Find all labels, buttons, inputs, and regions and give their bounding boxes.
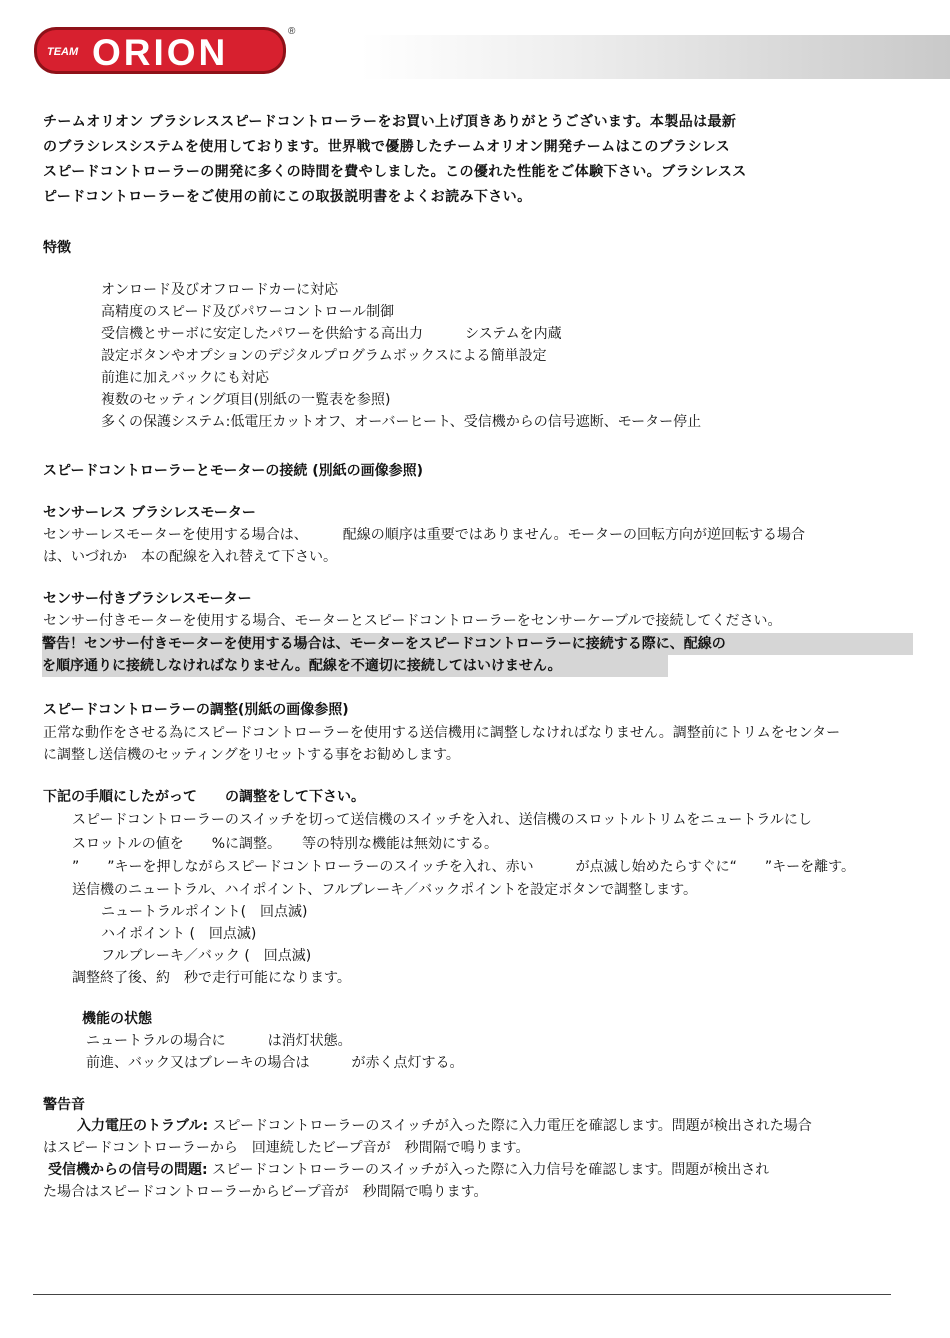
feature-item: 高精度のスピード及びパワーコントロール制御 bbox=[101, 304, 395, 320]
warning-text-1: 警告！センサー付きモーターを使用する場合は、モーターをスピードコントローラーに接続する際に、配線の bbox=[42, 633, 913, 655]
feature-item: 多くの保護システム:低電圧カットオフ、オーバーヒート、受信機からの信号遮断、モーター停止 bbox=[101, 414, 702, 430]
voltage-problem-text-1: スピードコントローラーのスイッチが入った際に入力電圧を確認します。問題が検出された場合 bbox=[212, 1118, 812, 1134]
procedure-step-1a: スピードコントローラーのスイッチを切って送信機のスイッチを入れ、送信機のスロットルトリムをニュートラルにし bbox=[72, 812, 812, 828]
function-state-heading: 機能の状態 bbox=[82, 1011, 152, 1027]
adjustment-heading: スピードコントローラーの調整(別紙の画像参照) bbox=[43, 702, 349, 718]
feature-item: 前進に加えバックにも対応 bbox=[101, 370, 269, 386]
logo-orion-text: ORION bbox=[92, 32, 229, 73]
sensorless-text-1: センサーレスモーターを使用する場合は、 配線の順序は重要ではありません。モーターの回転方向が逆回転する場合 bbox=[43, 527, 806, 543]
function-state-text-2: 前進、バック又はブレーキの場合は が赤く点灯する。 bbox=[86, 1055, 464, 1071]
warning-text-2: を順序通りに接続しなければなりません。配線を不適切に接続してはいけません。 bbox=[42, 655, 668, 677]
feature-item: 受信機とサーボに安定したパワーを供給する高出力 システムを内蔵 bbox=[101, 326, 562, 342]
sensorless-text-2: は、いづれか 本の配線を入れ替えて下さい。 bbox=[43, 549, 337, 565]
adjustment-text-2: に調整し送信機のセッティングをリセットする事をお勧めします。 bbox=[43, 747, 460, 763]
feature-item: オンロード及びオフロードカーに対応 bbox=[101, 282, 339, 298]
signal-problem-text-1: スピードコントローラーのスイッチが入った際に入力信号を確認します。問題が検出され bbox=[212, 1162, 770, 1178]
header-gradient-bar bbox=[360, 35, 950, 79]
procedure-step-4: 調整終了後、約 秒で走行可能になります。 bbox=[72, 970, 351, 986]
procedure-step-2: ” ”キーを押しながらスピードコントローラーのスイッチを入れ、赤い が点滅し始めたらすぐに“ ”キーを離す。 bbox=[72, 859, 856, 875]
procedure-step-1b: スロットルの値を %に調整。 等の特別な機能は無効にする。 bbox=[72, 836, 499, 852]
signal-problem-label: 受信機からの信号の問題: bbox=[48, 1162, 208, 1178]
logo-team-text: TEAM bbox=[47, 46, 79, 58]
connection-heading: スピードコントローラーとモーターの接続 (別紙の画像参照) bbox=[43, 463, 423, 479]
voltage-problem-text-2: はスピードコントローラーから 回連続したビープ音が 秒間隔で鳴ります。 bbox=[43, 1140, 530, 1156]
sensorless-heading: センサーレス ブラシレスモーター bbox=[43, 505, 256, 521]
team-orion-logo bbox=[32, 22, 302, 80]
features-heading: 特徴 bbox=[43, 240, 71, 256]
procedure-heading: 下記の手順にしたがって の調整をして下さい。 bbox=[43, 789, 365, 805]
sensored-heading: センサー付きブラシレスモーター bbox=[43, 591, 252, 607]
voltage-problem-label: 入力電圧のトラブル: bbox=[77, 1118, 209, 1134]
footer-rule bbox=[33, 1294, 891, 1295]
warning-sound-heading: 警告音 bbox=[43, 1097, 85, 1113]
feature-item: 複数のセッティング項目(別紙の一覧表を参照) bbox=[101, 392, 391, 408]
intro-line-1: チームオリオン ブラシレススピードコントローラーをお買い上げ頂きありがとうございます。本製品は最新 bbox=[43, 114, 737, 130]
intro-line-3: スピードコントローラーの開発に多くの時間を費やしました。この優れた性能をご体験下さい。ブラシレスス bbox=[43, 164, 747, 180]
procedure-sub-3: フルブレーキ／バック ( 回点滅) bbox=[101, 948, 312, 964]
feature-item: 設定ボタンやオプションのデジタルプログラムボックスによる簡単設定 bbox=[101, 348, 547, 364]
voltage-problem-line-1 bbox=[43, 1116, 812, 1136]
procedure-sub-2: ハイポイント ( 回点滅) bbox=[101, 926, 257, 942]
intro-line-4: ピードコントローラーをご使用の前にこの取扱説明書をよくお読み下さい。 bbox=[43, 189, 532, 205]
logo-registered-mark: ® bbox=[288, 26, 296, 37]
intro-line-2: のブラシレスシステムを使用しております。世界戦で優勝したチームオリオン開発チームはこのブラシレス bbox=[43, 139, 730, 155]
signal-problem-line-1 bbox=[43, 1160, 769, 1180]
procedure-step-3: 送信機のニュートラル、ハイポイント、フルブレーキ／バックポイントを設定ボタンで調整します。 bbox=[72, 882, 697, 898]
adjustment-text-1: 正常な動作をさせる為にスピードコントローラーを使用する送信機用に調整しなければなりません。調整前にトリムをセンター bbox=[43, 725, 841, 741]
signal-problem-text-2: た場合はスピードコントローラーからビープ音が 秒間隔で鳴ります。 bbox=[43, 1184, 488, 1200]
sensored-text-1: センサー付きモーターを使用する場合、モーターとスピードコントローラーをセンサーケーブルで接続してください。 bbox=[43, 613, 782, 629]
procedure-sub-1: ニュートラルポイント( 回点滅) bbox=[101, 904, 308, 920]
function-state-text-1: ニュートラルの場合に は消灯状態。 bbox=[86, 1033, 352, 1049]
